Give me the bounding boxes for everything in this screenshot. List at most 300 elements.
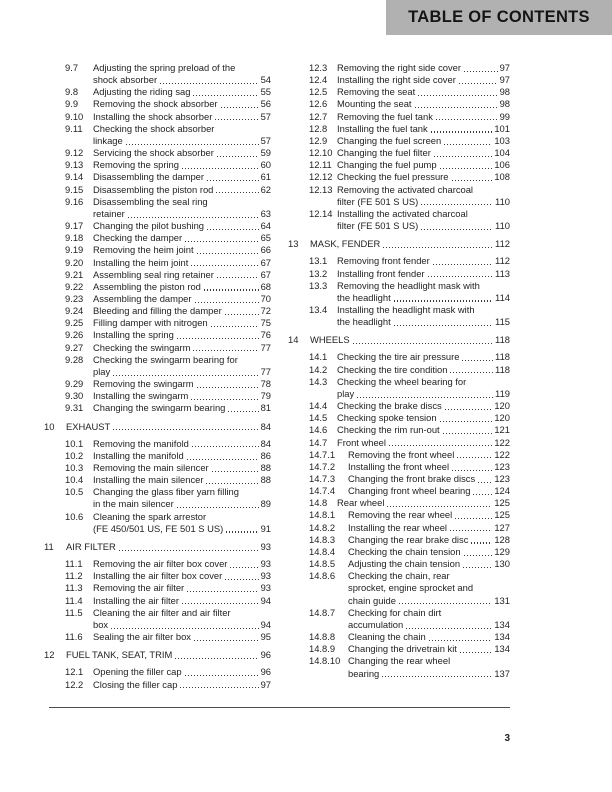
footer-divider	[49, 707, 510, 708]
toc-entry-page: 94	[260, 618, 271, 630]
toc-entry-lastline	[337, 220, 510, 232]
toc-entry-number: 10.6	[65, 510, 84, 522]
toc-item-row	[44, 305, 271, 317]
toc-entry-page: 75	[260, 317, 271, 329]
toc-section-row	[44, 649, 271, 661]
toc-entry-number: 12.7	[309, 110, 328, 122]
toc-column-left	[44, 62, 271, 691]
dot-leader	[357, 397, 493, 398]
toc-entry-page: 120	[494, 412, 510, 424]
toc-entry-title: Removing the rear wheel	[348, 509, 453, 521]
toc-entry-number: 10.3	[65, 462, 84, 473]
toc-entry-title: Installing the air filter	[93, 594, 179, 606]
toc-entry-page: 127	[494, 521, 510, 533]
toc-item-row	[288, 62, 510, 74]
toc-entry-lastline	[348, 631, 510, 643]
toc-entry-number: 14.8.1	[309, 509, 336, 521]
toc-entry-title: Installing the main silencer	[93, 474, 204, 486]
toc-entry-lastline	[93, 111, 271, 123]
toc-entry-page: 128	[494, 533, 510, 545]
dot-leader	[421, 204, 493, 205]
toc-entry-lastline	[337, 364, 510, 376]
toc-entry-page: 93	[260, 558, 271, 570]
toc-entry-lastline	[337, 424, 510, 436]
dot-leader	[221, 107, 259, 108]
toc-item-row	[288, 123, 510, 135]
toc-entry-lastline	[93, 232, 271, 244]
toc-item-row	[288, 534, 510, 546]
toc-entry-number: 9.13	[65, 159, 84, 171]
dot-leader	[452, 470, 492, 471]
toc-entry-title: Disassembling the damper	[93, 171, 204, 183]
dot-leader	[440, 421, 493, 422]
dot-leader	[177, 338, 259, 339]
toc-item-row	[44, 631, 271, 643]
toc-entry-lastline	[348, 449, 510, 461]
toc-item-row	[44, 450, 271, 462]
toc-entry-page: 61	[260, 171, 271, 183]
toc-entry-number: 12.3	[309, 62, 328, 73]
dot-leader	[478, 482, 492, 483]
toc-entry-page: 96	[260, 649, 271, 661]
dot-leader	[394, 300, 493, 301]
toc-entry-title: Checking the rim run-out	[337, 424, 440, 436]
toc-entry-number: 9.31	[65, 402, 84, 414]
toc-item-row	[288, 135, 510, 147]
toc-entry-page: 84	[260, 437, 271, 449]
dot-leader	[473, 494, 492, 495]
dot-leader	[455, 518, 492, 519]
dot-leader	[457, 457, 492, 458]
toc-item-row	[44, 342, 271, 354]
toc-entry-lastline	[337, 316, 510, 328]
toc-entry-title-line: Checking the wheel bearing for	[337, 375, 467, 387]
toc-entry-number: 9.28	[65, 353, 84, 365]
dot-leader	[182, 603, 259, 604]
toc-entry-title: chain guide	[348, 594, 396, 606]
toc-entry-lastline	[93, 305, 271, 317]
toc-item-row	[44, 607, 271, 631]
toc-entry-page: 72	[260, 305, 271, 317]
toc-entry-number: 9.23	[65, 292, 84, 304]
toc-entry-page: 67	[260, 268, 271, 280]
toc-entry-title: Changing the fuel filter	[337, 147, 431, 159]
toc-entry-page: 112	[495, 255, 510, 267]
dot-leader	[471, 542, 492, 543]
toc-entry-title: Installing the shock absorber	[93, 110, 213, 122]
toc-entry-title: play	[93, 365, 111, 377]
toc-entry-number: 9.15	[65, 183, 84, 195]
toc-entry-title: Installing the rear wheel	[348, 521, 448, 533]
toc-entry-page: 97	[499, 74, 510, 86]
toc-entry-title: Installing the spring	[93, 329, 174, 341]
toc-entry-number: 11.1	[65, 558, 83, 570]
toc-entry-number: 13.3	[309, 279, 328, 291]
toc-entry-lastline	[93, 244, 271, 256]
dot-leader	[217, 277, 259, 278]
dot-leader	[399, 603, 492, 604]
toc-entry-number: 14.8	[309, 497, 328, 509]
toc-entry-number: 13	[288, 238, 299, 250]
toc-entry-title: linkage	[93, 134, 123, 146]
toc-entry-number: 9.14	[65, 171, 84, 183]
toc-entry-lastline	[337, 62, 510, 74]
toc-column-right	[288, 62, 510, 691]
toc-entry-number: 12.12	[309, 171, 333, 183]
toc-entry-number: 12.8	[309, 122, 328, 134]
toc-entry-lastline	[337, 147, 510, 159]
toc-entry-page: 121	[494, 424, 510, 436]
toc-entry-title: Removing the seat	[337, 86, 416, 98]
toc-entry-lastline	[337, 171, 510, 183]
toc-item-row	[44, 317, 271, 329]
toc-entry-title: Removing the fuel tank	[337, 110, 433, 122]
toc-item-row	[44, 486, 271, 510]
dot-leader	[434, 156, 493, 157]
toc-entry-lastline	[93, 147, 271, 159]
toc-entry-page: 89	[260, 498, 271, 510]
toc-entry-title: Removing the heim joint	[93, 244, 194, 256]
dot-leader	[180, 687, 258, 688]
toc-entry-number: 11.6	[65, 631, 83, 643]
toc-entry-page: 124	[494, 485, 510, 497]
toc-item-row	[44, 244, 271, 256]
toc-item-row	[288, 449, 510, 461]
toc-entry-page: 123	[494, 473, 510, 484]
toc-entry-page: 77	[260, 365, 271, 377]
toc-item-row	[288, 74, 510, 86]
toc-entry-page: 64	[260, 220, 271, 232]
dot-leader	[387, 506, 492, 507]
toc-entry-number: 14.2	[309, 363, 328, 375]
toc-item-row	[44, 511, 271, 535]
toc-entry-page: 120	[494, 400, 510, 412]
dot-leader	[444, 144, 492, 145]
toc-item-row	[44, 462, 271, 474]
toc-entry-lastline	[337, 74, 510, 86]
toc-entry-lastline	[337, 255, 510, 267]
toc-item-row	[288, 631, 510, 643]
toc-entry-title-line: sprocket, engine sprocket and	[348, 582, 474, 594]
dot-leader	[217, 156, 259, 157]
toc-entry-page: 119	[495, 387, 510, 399]
dot-leader	[216, 192, 258, 193]
toc-entry-title: bearing	[348, 667, 380, 679]
toc-item-row	[288, 424, 510, 436]
toc-item-row	[44, 257, 271, 269]
toc-entry-title: Changing the drivetrain kit	[348, 643, 457, 655]
dot-leader	[126, 144, 259, 145]
toc-entry-title: Changing the swingarm bearing	[93, 402, 226, 414]
toc-item-row	[44, 62, 271, 86]
toc-entry-page: 98	[499, 86, 510, 98]
toc-entry-number: 14.8.10	[309, 655, 341, 667]
toc-entry-number: 14.8.5	[309, 558, 336, 570]
toc-entry-page: 84	[260, 420, 271, 432]
dot-leader	[436, 119, 498, 120]
toc-entry-lastline	[93, 679, 271, 691]
dot-leader	[175, 658, 258, 659]
toc-entry-number: 14.4	[309, 400, 328, 412]
toc-entry-page: 122	[494, 448, 510, 460]
toc-entry-number: 9.27	[65, 341, 84, 353]
toc-entry-lastline	[337, 196, 510, 208]
toc-entry-number: 14.8.4	[309, 545, 336, 557]
toc-entry-page: 65	[260, 232, 271, 244]
toc-entry-number: 12.5	[309, 86, 328, 98]
toc-entry-number: 9.25	[65, 317, 84, 329]
toc-entry-page: 97	[260, 678, 271, 690]
toc-item-row	[44, 220, 271, 232]
toc-entry-lastline	[348, 522, 510, 534]
toc-entry-title: shock absorber	[93, 74, 158, 86]
dot-leader	[207, 229, 259, 230]
toc-entry-page: 66	[260, 244, 271, 256]
toc-entry-lastline	[337, 292, 510, 304]
toc-item-row	[288, 147, 510, 159]
toc-entry-title: Front wheel	[337, 436, 386, 448]
toc-entry-number: 10.4	[65, 474, 84, 486]
toc-entry-title: Disassembling the piston rod	[93, 183, 214, 195]
toc-entry-title: Installing the air filter box cover	[93, 570, 223, 582]
toc-entry-title-line: Adjusting the spring preload of the	[93, 62, 236, 73]
toc-entry-page: 54	[260, 74, 271, 86]
dot-leader	[225, 579, 258, 580]
toc-entry-page: 97	[499, 62, 510, 73]
dot-leader	[459, 83, 498, 84]
toc-entry-page: 59	[260, 147, 271, 159]
toc-entry-page: 91	[260, 522, 271, 534]
toc-entry-title: filter (FE 501 S US)	[337, 220, 419, 232]
toc-item-row	[288, 376, 510, 400]
toc-entry-lastline	[337, 111, 510, 123]
toc-entry-title-line: Changing the glass fiber yarn filling	[93, 486, 239, 498]
toc-entry-title: Removing the shock absorber	[93, 98, 218, 110]
toc-entry-lastline	[93, 74, 271, 86]
toc-entry-title: Mounting the seat	[337, 98, 412, 110]
dot-leader	[193, 350, 258, 351]
toc-entry-lastline	[93, 317, 271, 329]
toc-entry-number: 13.2	[309, 267, 328, 279]
toc-entry-title: AIR FILTER	[66, 540, 116, 552]
toc-entry-title: Removing the swingarm	[93, 378, 194, 390]
toc-entry-lastline	[66, 649, 271, 661]
toc-entry-title: Opening the filler cap	[93, 666, 182, 678]
toc-entry-title: Changing the pilot bushing	[93, 220, 205, 232]
toc-entry-number: 10.2	[65, 449, 84, 461]
toc-entry-title: Adjusting the riding sag	[93, 86, 191, 98]
toc-entry-page: 86	[260, 449, 271, 461]
dot-leader	[389, 445, 492, 446]
toc-entry-lastline	[348, 546, 510, 558]
toc-entry-title: Checking the brake discs	[337, 400, 442, 412]
toc-entry-title: MASK, FENDER	[310, 238, 381, 250]
toc-entry-title: Removing front fender	[337, 255, 430, 267]
dot-leader	[445, 409, 493, 410]
dot-leader	[406, 628, 492, 629]
toc-entry-page: 110	[495, 195, 510, 207]
toc-entry-lastline	[337, 268, 510, 280]
toc-entry-page: 131	[494, 594, 510, 606]
toc-entry-lastline	[348, 558, 510, 570]
toc-section-row	[288, 238, 510, 250]
toc-entry-lastline	[337, 86, 510, 98]
toc-entry-number: 13.1	[309, 255, 328, 267]
toc-item-row	[288, 437, 510, 449]
toc-entry-lastline	[337, 135, 510, 147]
dot-leader	[382, 676, 492, 677]
toc-entry-number: 12	[44, 649, 55, 661]
toc-entry-number: 13.4	[309, 303, 328, 315]
dot-leader	[228, 411, 258, 412]
toc-item-row	[44, 582, 271, 594]
toc-item-row	[288, 558, 510, 570]
toc-entry-number: 9.22	[65, 280, 84, 292]
toc-entry-title: Removing the air filter	[93, 582, 185, 594]
toc-entry-title: Removing the main silencer	[93, 462, 209, 473]
toc-entry-number: 12.4	[309, 74, 328, 86]
toc-entry-number: 9.20	[65, 256, 84, 268]
toc-entry-title: Bleeding and filling the damper	[93, 305, 222, 317]
toc-entry-number: 10.1	[65, 437, 84, 449]
toc-entry-page: 93	[260, 540, 271, 552]
toc-entry-page: 79	[260, 390, 271, 402]
toc-entry-page: 106	[494, 159, 510, 171]
toc-entry-page: 68	[260, 280, 271, 292]
toc-entry-title: Removing the manifold	[93, 437, 189, 449]
toc-entry-lastline	[93, 184, 271, 196]
toc-entry-number: 12.6	[309, 98, 328, 110]
toc-entry-page: 125	[494, 509, 510, 521]
toc-entry-number: 9.18	[65, 232, 84, 244]
toc-entry-number: 9.9	[65, 98, 79, 110]
dot-leader	[383, 247, 493, 248]
dot-leader	[187, 591, 258, 592]
toc-item-row	[288, 184, 510, 208]
toc-entry-title: Checking the tire condition	[337, 363, 448, 375]
toc-item-row	[44, 159, 271, 171]
dot-leader	[191, 399, 258, 400]
toc-item-row	[44, 390, 271, 402]
toc-entry-number: 9.17	[65, 220, 84, 232]
toc-entry-title: Checking the swingarm	[93, 341, 191, 353]
dot-leader	[429, 640, 493, 641]
toc-item-row	[288, 280, 510, 304]
toc-item-row	[288, 509, 510, 521]
toc-item-row	[44, 281, 271, 293]
toc-entry-number: 10	[44, 420, 55, 432]
toc-entry-title: Closing the filler cap	[93, 678, 178, 690]
toc-item-row	[44, 570, 271, 582]
toc-entry-title: Installing the fuel tank	[337, 122, 428, 134]
toc-entry-page: 110	[495, 220, 510, 232]
toc-entry-page: 122	[494, 436, 510, 448]
toc-entry-page: 112	[495, 238, 510, 250]
toc-entry-title-line: Installing the headlight mask with	[337, 303, 475, 315]
toc-entry-title: Checking spoke tension	[337, 412, 437, 424]
toc-entry-number: 14.7	[309, 436, 328, 448]
toc-entry-number: 9.11	[65, 122, 83, 134]
toc-item-row	[44, 147, 271, 159]
toc-entry-number: 9.8	[65, 86, 79, 98]
dot-leader	[192, 446, 259, 447]
toc-entry-title: Changing the fuel pump	[337, 159, 437, 171]
toc-entry-page: 118	[495, 351, 510, 363]
toc-item-row	[44, 293, 271, 305]
toc-entry-title: Changing the rear brake disc	[348, 533, 469, 545]
dot-leader	[443, 433, 493, 434]
toc-entry-lastline	[93, 293, 271, 305]
toc-entry-page: 70	[260, 292, 271, 304]
dot-leader	[206, 483, 258, 484]
dot-leader	[185, 675, 259, 676]
dot-leader	[428, 276, 493, 277]
toc-entry-title: play	[337, 387, 355, 399]
toc-entry-page: 137	[494, 667, 510, 679]
toc-entry-number: 9.10	[65, 110, 84, 122]
toc-entry-lastline	[93, 462, 271, 474]
toc-entry-lastline	[93, 570, 271, 582]
toc-entry-page: 81	[260, 402, 271, 414]
toc-entry-title-line: Removing the headlight mask with	[337, 279, 480, 291]
toc-entry-page: 118	[495, 363, 510, 375]
toc-item-row	[44, 232, 271, 244]
dot-leader	[185, 241, 258, 242]
toc-entry-title: Changing the front brake discs	[348, 473, 476, 484]
toc-entry-lastline	[93, 171, 271, 183]
toc-entry-number: 14.8.8	[309, 631, 336, 643]
toc-item-row	[288, 364, 510, 376]
toc-entry-number: 12.11	[309, 159, 332, 171]
toc-entry-page: 134	[494, 618, 510, 630]
toc-entry-title: (FE 450/501 US, FE 501 S US)	[93, 522, 224, 534]
toc-item-row	[288, 208, 510, 232]
toc-entry-number: 10.5	[65, 486, 84, 498]
toc-item-row	[288, 461, 510, 473]
toc-entry-lastline	[93, 498, 271, 510]
toc-item-row	[288, 497, 510, 509]
toc-entry-lastline	[93, 666, 271, 678]
toc-entry-page: 56	[260, 98, 271, 110]
toc-entry-lastline	[337, 159, 510, 171]
toc-entry-number: 11.2	[65, 570, 83, 582]
toc-entry-lastline	[348, 643, 510, 655]
toc-item-row	[44, 98, 271, 110]
dot-leader	[431, 131, 493, 132]
toc-entry-number: 14.1	[309, 351, 328, 363]
toc-item-row	[288, 473, 510, 485]
toc-entry-page: 76	[260, 329, 271, 341]
toc-entry-lastline	[337, 400, 510, 412]
toc-entry-lastline	[348, 534, 510, 546]
toc-entry-page: 104	[494, 147, 510, 159]
toc-entry-title: box	[93, 618, 109, 630]
toc-entry-page: 57	[260, 134, 271, 146]
toc-entry-lastline	[93, 378, 271, 390]
toc-entry-page: 67	[260, 256, 271, 268]
toc-entry-lastline	[93, 438, 271, 450]
dot-leader	[191, 265, 258, 266]
toc-entry-title: Assembling the piston rod	[93, 280, 201, 292]
dot-leader	[230, 567, 258, 568]
dot-leader	[353, 343, 493, 344]
toc-entry-title: Rear wheel	[337, 497, 385, 509]
toc-item-row	[44, 269, 271, 281]
toc-entry-lastline	[93, 402, 271, 414]
toc-entry-title: in the main silencer	[93, 498, 174, 510]
toc-entry-lastline	[93, 595, 271, 607]
dot-leader	[187, 459, 259, 460]
